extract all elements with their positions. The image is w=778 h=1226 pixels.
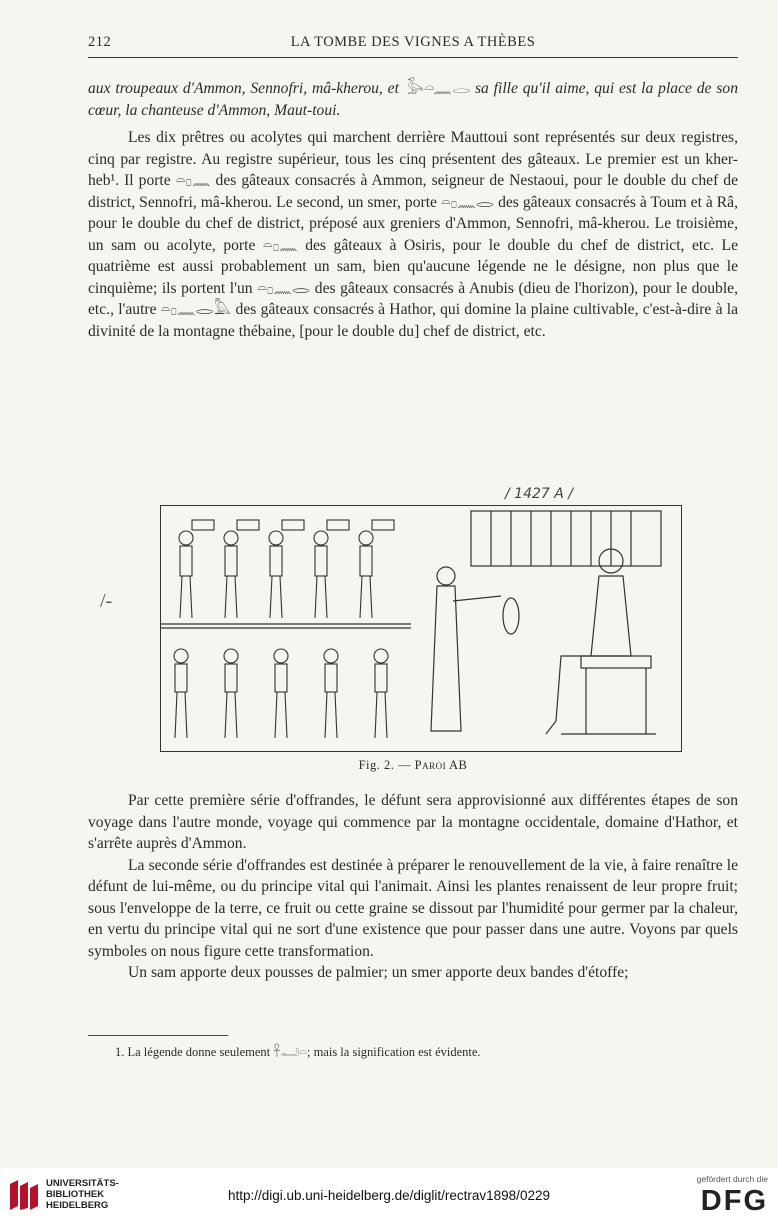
relief-drawing xyxy=(161,506,681,751)
body-text xyxy=(88,78,738,342)
paragraph-priests: Les dix prêtres ou acolytes qui marchent derrière Mauttoui sont représentés sur deux registres, cinq par registre. Au registre supérieur, tous les cinq présentent des gâteaux. Le premier est un kher-heb¹. Il porte 𓏏𓊪𓈖 des gâteaux consacrés à Ammon, seigneur de Nestaoui, pour le double du chef de district, Sennofri, mâ-kherou. Le second, un smer, porte 𓏏𓊪𓈖𓂋 des gâteaux consacrés à Toum et à Râ, pour le double du chef de district, préposé aux greniers d'Ammon, Sennofri, mâ-kherou. Le troisième, un sam ou acolyte, porte 𓏏𓊪𓈖 des gâteaux à Osiris, pour le double du chef de district, etc. Le quatrième est aussi probablement un sam, bien qu'aucune légende ne le désigne, non plus que le cinquième; ils portent l'un 𓏏𓊪𓈖𓂋 des gâteaux consacrés à Anubis (dieu de l'horizon), pour le double, etc., l'autre 𓏏𓊪𓈖𓂋𓅓 des gâteaux consacrés à Hathor, qui domine la plaine cultivable, c'est-à-dire à la divinité de la montagne thébaine, [pour le double du] chef de district, etc. xyxy=(88,129,738,340)
source-url-link[interactable]: http://digi.ub.uni-heidelberg.de/diglit/rectrav1898/0229 xyxy=(228,1188,550,1203)
upper-register-priests xyxy=(179,520,394,618)
paragraph-second-series: La seconde série d'offrandes est destinée à préparer le renouvellement de la vie, à faire renaître le défunt de lui-même, ou du principe vital qui l'animait. Ainsi les plantes renaissent de leur propre fruit; sous l'enveloppe de la terre, ce fruit ou cette graine se dissout par l'humidité pour germer par la chaleur, en vertu du principe vital qui ne sort d'une existence que pour passer dans une autre. Voyons par quels symboles on nous figure cette transformation. xyxy=(88,856,738,960)
header-rule xyxy=(88,57,738,58)
caption-name: Paroi AB xyxy=(414,758,468,772)
running-header xyxy=(88,34,738,56)
hieroglyph-panel xyxy=(471,511,661,566)
funder-text: gefördert durch die xyxy=(696,1174,768,1184)
paragraph-first-series: Par cette première série d'offrandes, le défunt sera approvisionné aux différentes étapes de son voyage dans l'autre monde, voyage qui commence par la montagne occidentale, domaine d'Hathor, et s'arrête auprès d'Ammon. xyxy=(88,792,738,852)
caption-prefix: Fig. 2. — xyxy=(358,758,412,772)
paragraph-sam-offering: Un sam apporte deux pousses de palmier; un smer apporte deux bandes d'étoffe; xyxy=(128,964,629,981)
viewer-footer xyxy=(0,1168,778,1226)
seated-figure-sennofri xyxy=(546,549,656,734)
dfg-logo: DFG xyxy=(700,1185,768,1217)
library-line: HEIDELBERG xyxy=(46,1200,109,1211)
woman-figure-mauttoui xyxy=(431,567,519,731)
library-line: BIBLIOTHEK xyxy=(46,1189,105,1200)
body-text-lower xyxy=(88,790,738,984)
figure-wall-ab xyxy=(160,505,682,752)
page-number: 212 xyxy=(88,34,112,50)
lower-register-priests xyxy=(174,649,388,738)
figure-caption xyxy=(88,758,738,773)
footnote-rule xyxy=(88,1035,228,1036)
footnote: 1. La légende donne seulement 𓋹𓂝𓏏; mais la signification est évidente. xyxy=(115,1045,481,1059)
paragraph-continuation: aux troupeaux d'Ammon, Sennofri, mâ-kherou, et 𓅭𓏏𓈖𓂋 sa fille qu'il aime, qui est la place de son cœur, la chanteuse d'Ammon, Maut-toui. xyxy=(88,80,738,119)
running-title: LA TOMBE DES VIGNES A THÈBES xyxy=(290,34,536,50)
margin-mark: /- xyxy=(100,590,113,612)
handwritten-annotation: / 1427 A / xyxy=(505,486,573,502)
library-line: UNIVERSITÄTS- xyxy=(46,1178,119,1189)
